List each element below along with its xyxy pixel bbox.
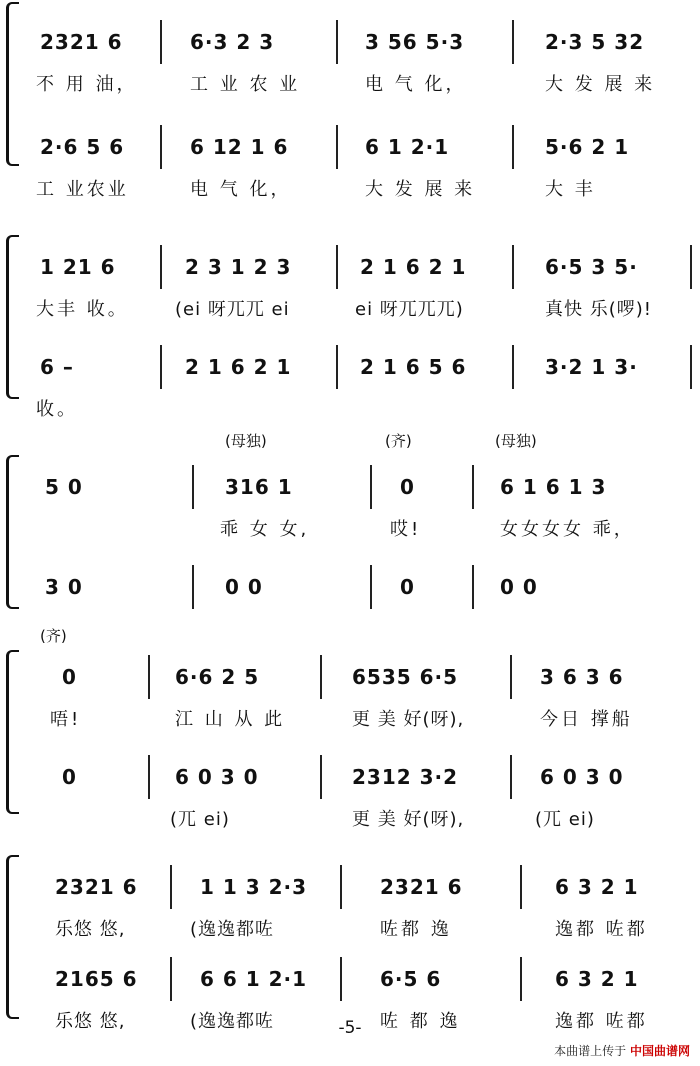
measure-notes: 0 0 bbox=[225, 575, 263, 599]
measure-notes: 6·5 6 bbox=[380, 967, 442, 991]
measure-notes: 6 0 3 0 bbox=[540, 765, 624, 789]
barline bbox=[170, 865, 172, 909]
measure-notes: 3 56 5·3 bbox=[365, 30, 465, 54]
voice-mark: (齐) bbox=[385, 432, 412, 450]
barline bbox=[512, 20, 514, 64]
barline bbox=[320, 655, 322, 699]
barline bbox=[192, 465, 194, 509]
barline bbox=[336, 245, 338, 289]
measure-notes: 3 0 bbox=[45, 575, 83, 599]
lyric-line: 更 美 好(呀), bbox=[352, 809, 465, 830]
measure-notes: 3 6 3 6 bbox=[540, 665, 624, 689]
barline bbox=[148, 655, 150, 699]
barline bbox=[472, 465, 474, 509]
lyric-line: (兀 ei) bbox=[535, 809, 595, 830]
site-logo-text[interactable]: 中国曲谱网 bbox=[629, 1044, 690, 1058]
measure-notes: 2 1 6 2 1 bbox=[185, 355, 292, 379]
lyric-line: 工 业 农 业 bbox=[190, 74, 301, 95]
barline bbox=[160, 125, 162, 169]
score-system-3 bbox=[0, 425, 700, 625]
measure-notes: 6·5 3 5· bbox=[545, 255, 638, 279]
barline bbox=[512, 245, 514, 289]
lyric-line: 工 业农业 bbox=[36, 179, 129, 200]
credit-text: 本曲谱上传于 bbox=[554, 1044, 627, 1058]
measure-notes: 6 6 1 2·1 bbox=[200, 967, 308, 991]
barline bbox=[336, 20, 338, 64]
measure-notes: 2312 3·2 bbox=[352, 765, 459, 789]
score-system-4 bbox=[0, 625, 700, 830]
measure-notes: 3·2 1 3· bbox=[545, 355, 638, 379]
lyric-line: 大丰 收。 bbox=[36, 299, 129, 320]
score-system-5 bbox=[0, 835, 700, 1032]
barline bbox=[512, 345, 514, 389]
measure-notes: 1 1 3 2·3 bbox=[200, 875, 308, 899]
source-credit bbox=[554, 1042, 690, 1059]
barline bbox=[170, 957, 172, 1001]
lyric-line: 电 气 化， bbox=[190, 179, 292, 200]
lyric-line: (逸逸都咗 bbox=[190, 919, 275, 940]
staff-row-voice-1 bbox=[0, 20, 700, 110]
measure-notes: 2321 6 bbox=[40, 30, 123, 54]
lyric-line: 大 发 展 来 bbox=[545, 74, 656, 95]
lyric-line: 今日 撑船 bbox=[540, 709, 633, 730]
measure-notes: 0 0 bbox=[500, 575, 538, 599]
measure-notes: 2 1 6 2 1 bbox=[360, 255, 467, 279]
barline bbox=[510, 655, 512, 699]
lyric-line: 逸都 咗都 bbox=[555, 919, 648, 940]
lyric-line: 咗 都 逸 bbox=[380, 1011, 461, 1032]
measure-notes: 2 3 1 2 3 bbox=[185, 255, 292, 279]
barline bbox=[340, 957, 342, 1001]
staff-row-voice-1 bbox=[0, 655, 700, 745]
measure-notes: 0 bbox=[62, 665, 77, 689]
staff-row-voice-1 bbox=[0, 465, 700, 555]
measure-notes: 2·3 5 32 bbox=[545, 30, 645, 54]
lyric-line: 大 发 展 来 bbox=[365, 179, 476, 200]
measure-notes: 6 0 3 0 bbox=[175, 765, 259, 789]
measure-notes: 5·6 2 1 bbox=[545, 135, 630, 159]
lyric-line: ei 呀兀兀兀) bbox=[355, 299, 464, 320]
lyric-line: 乐悠 悠, bbox=[55, 919, 126, 940]
barline bbox=[690, 345, 692, 389]
lyric-line: 大 丰 bbox=[545, 179, 596, 200]
barline bbox=[690, 245, 692, 289]
lyric-line: (兀 ei) bbox=[170, 809, 230, 830]
page-number: -5- bbox=[338, 1018, 362, 1038]
lyric-line: 乐悠 悠, bbox=[55, 1011, 126, 1032]
staff-row-voice-2 bbox=[0, 125, 700, 215]
measure-notes: 6 – bbox=[40, 355, 74, 379]
measure-notes: 6 3 2 1 bbox=[555, 967, 639, 991]
lyric-line: 唔! bbox=[50, 709, 82, 730]
lyric-line: 江 山 从 此 bbox=[175, 709, 286, 730]
lyric-line: 逸都 咗都 bbox=[555, 1011, 648, 1032]
lyric-line: 女女女女 乖， bbox=[500, 519, 635, 540]
measure-notes: 2321 6 bbox=[380, 875, 463, 899]
barline bbox=[370, 565, 372, 609]
lyric-line: 真快 乐(啰)! bbox=[545, 299, 652, 320]
measure-notes: 0 bbox=[400, 475, 415, 499]
score-system-1 bbox=[0, 0, 700, 200]
lyric-line: 乖 女 女, bbox=[220, 519, 310, 540]
lyric-line: 不 用 油， bbox=[36, 74, 138, 95]
measure-notes: 2321 6 bbox=[55, 875, 138, 899]
measure-notes: 2·6 5 6 bbox=[40, 135, 125, 159]
score-system-2 bbox=[0, 225, 700, 425]
measure-notes: 6·3 2 3 bbox=[190, 30, 275, 54]
lyric-line: (ei 呀兀兀 ei bbox=[175, 299, 290, 320]
barline bbox=[520, 957, 522, 1001]
measure-notes: 6·6 2 5 bbox=[175, 665, 260, 689]
barline bbox=[510, 755, 512, 799]
measure-notes: 6 1 6 1 3 bbox=[500, 475, 607, 499]
measure-notes: 5 0 bbox=[45, 475, 83, 499]
staff-row-voice-1 bbox=[0, 865, 700, 955]
barline bbox=[336, 345, 338, 389]
measure-notes: 6 12 1 6 bbox=[190, 135, 289, 159]
measure-notes: 6 1 2·1 bbox=[365, 135, 450, 159]
barline bbox=[340, 865, 342, 909]
measure-notes: 2165 6 bbox=[55, 967, 138, 991]
lyric-line: 咗都 逸 bbox=[380, 919, 452, 940]
barline bbox=[336, 125, 338, 169]
lyric-line: (逸逸都咗 bbox=[190, 1011, 275, 1032]
staff-row-voice-2 bbox=[0, 345, 700, 435]
measure-notes: 1 21 6 bbox=[40, 255, 116, 279]
barline bbox=[370, 465, 372, 509]
measure-notes: 316 1 bbox=[225, 475, 293, 499]
measure-notes: 2 1 6 5 6 bbox=[360, 355, 467, 379]
barline bbox=[472, 565, 474, 609]
voice-mark: (母独) bbox=[495, 432, 537, 450]
voice-mark: (母独) bbox=[225, 432, 267, 450]
measure-notes: 0 bbox=[400, 575, 415, 599]
lyric-line: 收。 bbox=[36, 399, 78, 420]
barline bbox=[148, 755, 150, 799]
measure-notes: 6 3 2 1 bbox=[555, 875, 639, 899]
barline bbox=[320, 755, 322, 799]
measure-notes: 0 bbox=[62, 765, 77, 789]
voice-mark: (齐) bbox=[40, 627, 67, 645]
measure-notes: 6535 6·5 bbox=[352, 665, 459, 689]
barline bbox=[160, 245, 162, 289]
barline bbox=[160, 345, 162, 389]
staff-row-voice-2 bbox=[0, 755, 700, 845]
staff-row-voice-1 bbox=[0, 245, 700, 335]
barline bbox=[192, 565, 194, 609]
barline bbox=[512, 125, 514, 169]
barline bbox=[160, 20, 162, 64]
barline bbox=[520, 865, 522, 909]
lyric-line: 更 美 好(呀), bbox=[352, 709, 465, 730]
lyric-line: 哎! bbox=[390, 519, 422, 540]
lyric-line: 电 气 化， bbox=[365, 74, 467, 95]
